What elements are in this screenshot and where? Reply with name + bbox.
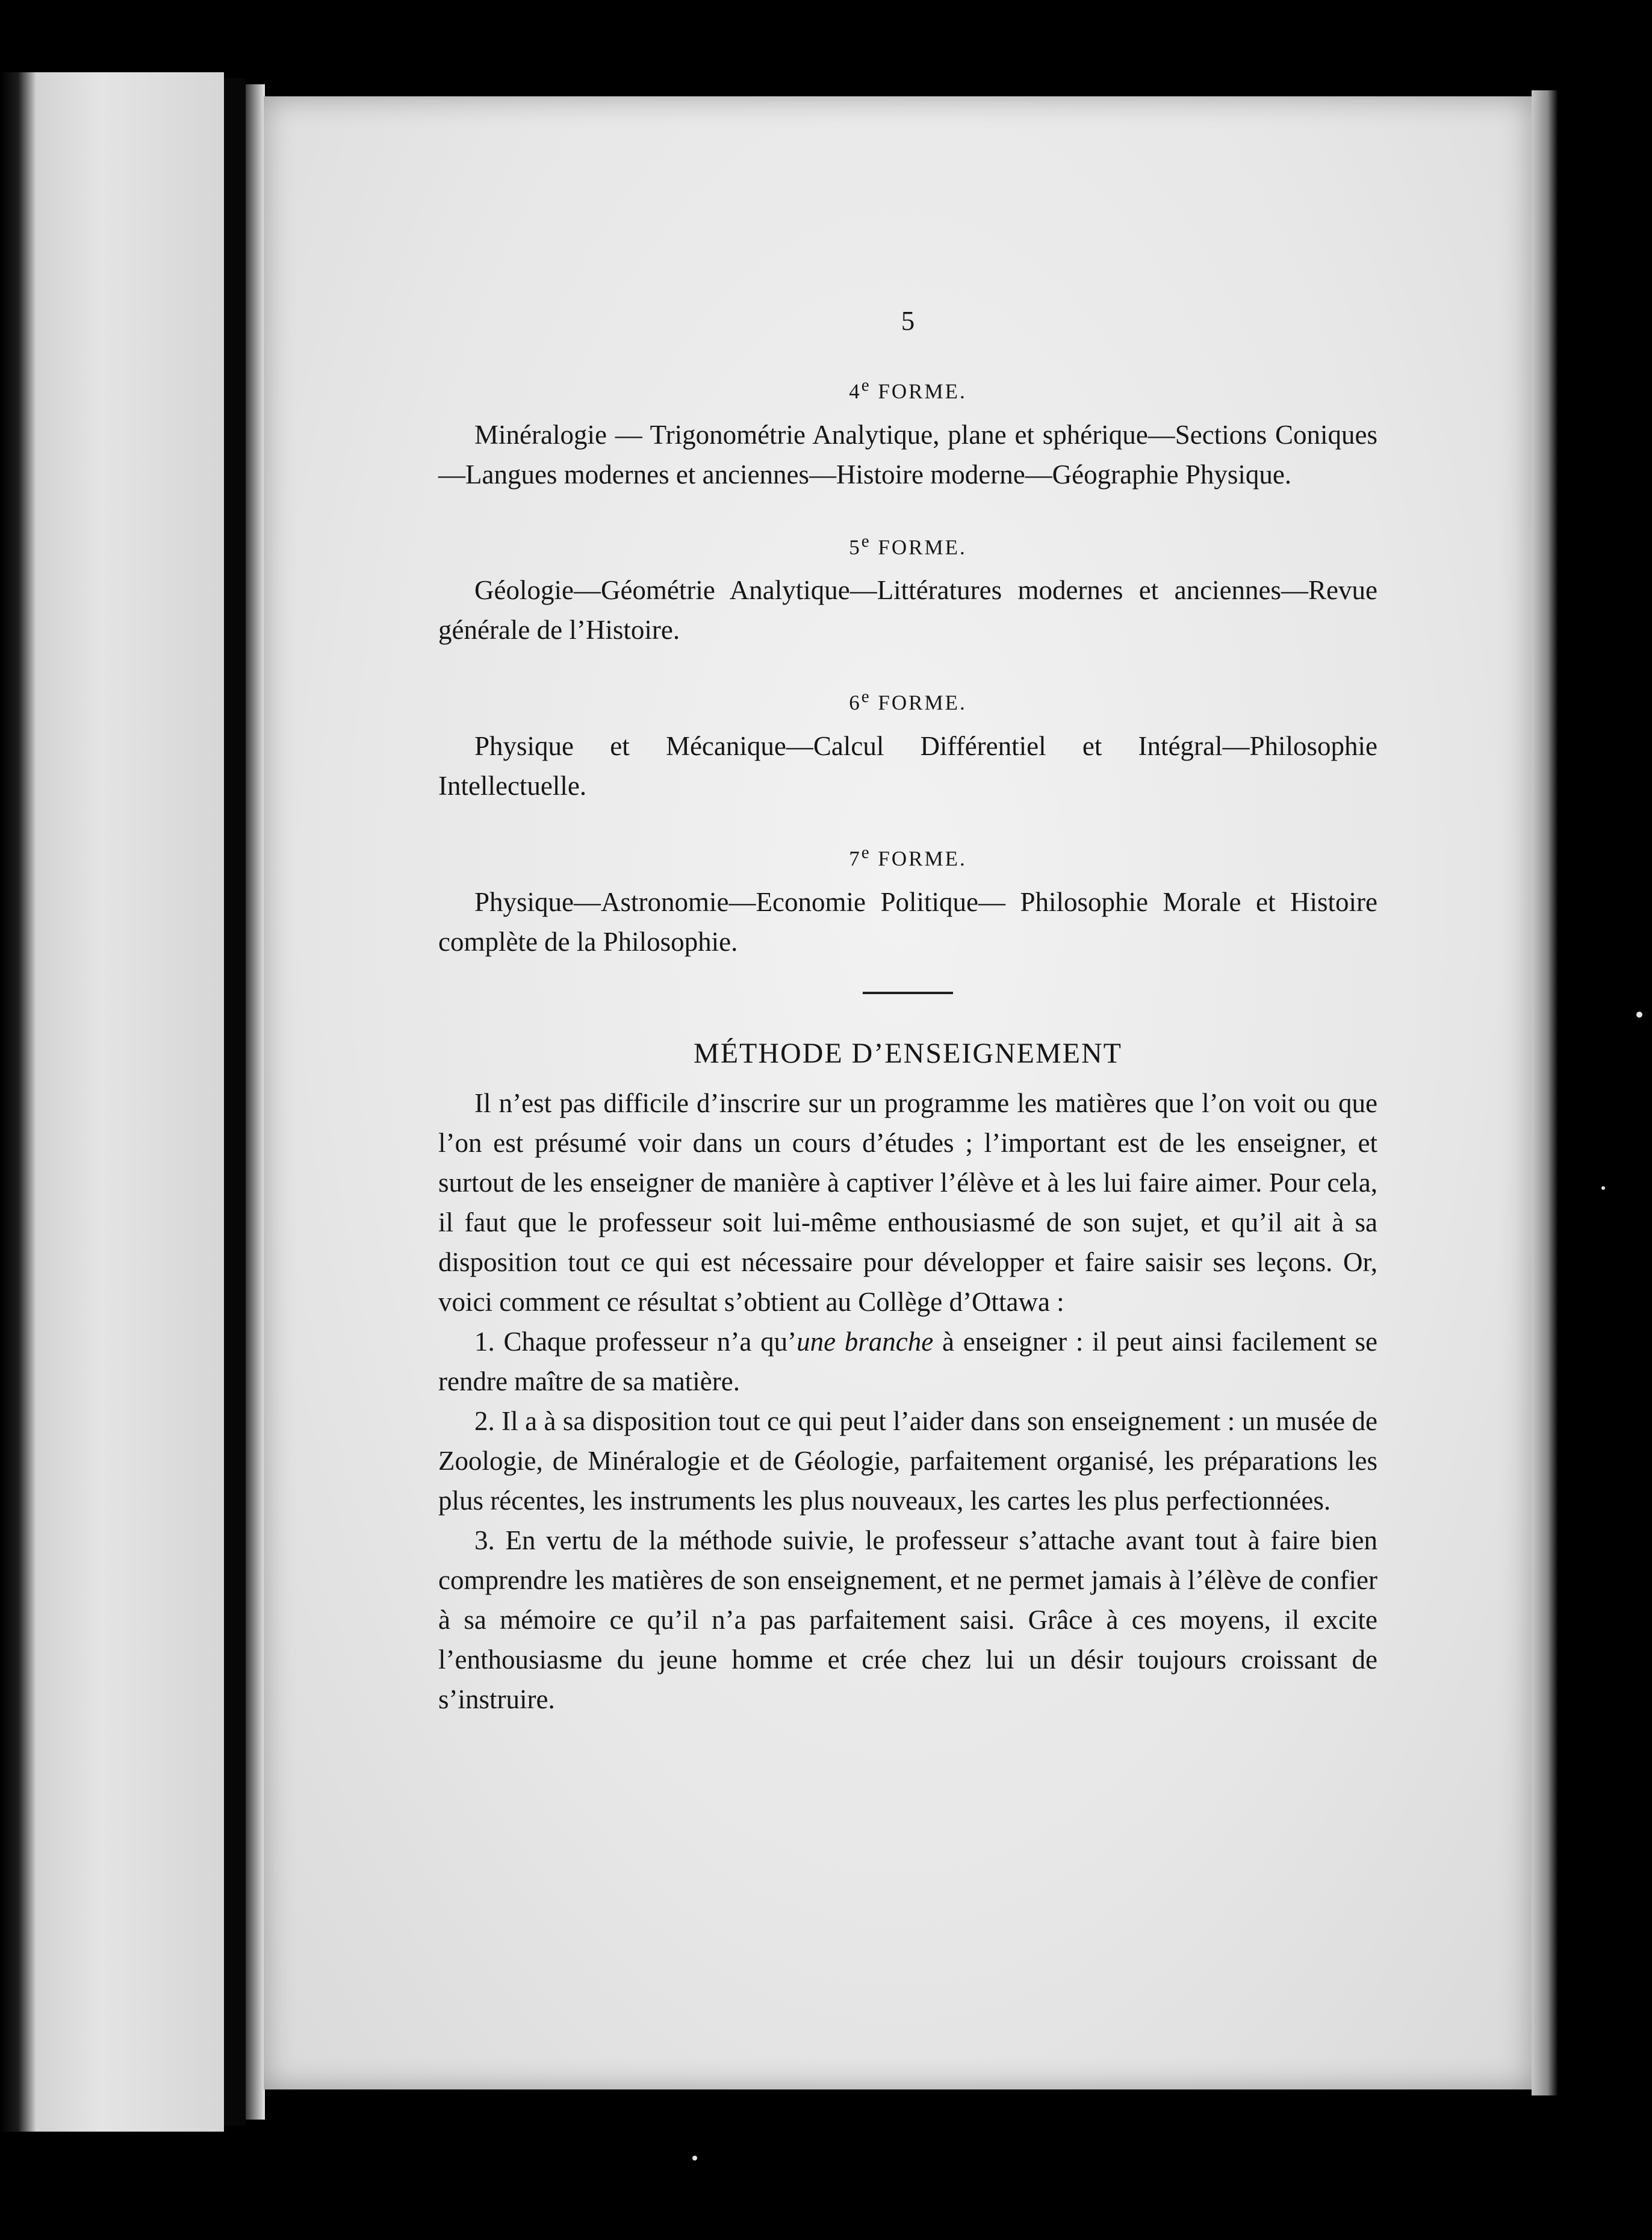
forme-heading-suffix: e [861,531,871,551]
dust-speck [1636,1012,1642,1018]
forme-heading-suffix: e [861,376,871,395]
forme-heading-word: FORME. [878,847,967,871]
forme-5-heading [438,524,1377,565]
forme-heading-number: 4 [849,379,862,403]
item-1-text-start: 1. Chaque professeur n’a qu’ [474,1326,797,1357]
page-number: 5 [901,306,915,336]
forme-heading-number: 6 [849,691,862,715]
section-title: MÉTHODE D’ENSEIGNEMENT [694,1037,1122,1069]
dust-speck [1601,1186,1605,1190]
forme-5-subjects: Géologie—Géométrie Analytique—Littératures modernes et anciennes—Revue générale de l’Histoire. [438,575,1377,646]
numbered-item-2: 2. Il a à sa disposition tout ce qui peut l’aider dans son enseignement : un musée de Zoologie, de Minéralogie et de Géologie, parfaitement organisé, les préparations les plus récentes, les instruments les plus nouveaux, les cartes les plus perfectionnées. [438,1405,1377,1516]
forme-heading-word: FORME. [878,379,967,403]
page-content [438,301,1377,1719]
forme-heading-suffix: e [861,842,871,862]
book-gutter [224,78,246,2126]
page-right-edge [1532,90,1558,2095]
item-1-emphasis: une branche [796,1326,934,1357]
numbered-item-1 [438,1322,1377,1401]
forme-7-subjects: Physique—Astronomie—Economie Politique— Philosophie Morale et Histoire complète de la Philosophie. [438,886,1377,957]
gutter-edge [246,84,265,2120]
numbered-item-3: 3. En vertu de la méthode suivie, le professeur s’attache avant tout à faire bien comprendre les matières de son enseignement, et ne permet jamais à l’élève de confier à sa mémoire ce qu’il n’a pas parfaitement saisi. Grâce à ces moyens, il excite l’enthousiasme du jeune homme et crée chez lui un désir toujours croissant de s’instruire. [438,1525,1377,1714]
section-divider [863,992,953,994]
dust-speck [692,2156,697,2161]
forme-heading-number: 7 [849,847,862,871]
forme-heading-number: 5 [849,535,862,559]
forme-4-heading [438,369,1377,409]
forme-heading-word: FORME. [878,691,967,715]
forme-4-subjects: Minéralogie — Trigonométrie Analytique, plane et sphérique—Sections Coniques—Langues modernes et anciennes—Histoire moderne—Géographie Physique. [438,419,1377,490]
item-1-text-end: à enseigner : il peut ainsi facilement se rendre maître de sa matière. [438,1326,1377,1396]
left-page-shadow [0,72,36,2132]
forme-6-subjects: Physique et Mécanique—Calcul Différentiel et Intégral—Philosophie Intellectuelle. [438,730,1377,801]
forme-heading-suffix: e [861,687,871,707]
forme-6-heading [438,680,1377,720]
forme-7-heading [438,836,1377,876]
intro-paragraph: Il n’est pas difficile d’inscrire sur un programme les matières que l’on voit ou que l’on est présumé voir dans un cours d’études ; l’important est de les enseigner, et surtout de les enseigner de manière à captiver l’élève et à les lui faire aimer. Pour cela, il faut que le professeur soit lui-même enthousiasmé de son sujet, et qu’il ait à sa disposition tout ce qui est nécessaire pour développer et faire saisir ses leçons. Or, voici comment ce résultat s’obtient au Collège d’Ottawa : [438,1087,1377,1317]
forme-heading-word: FORME. [878,535,967,559]
